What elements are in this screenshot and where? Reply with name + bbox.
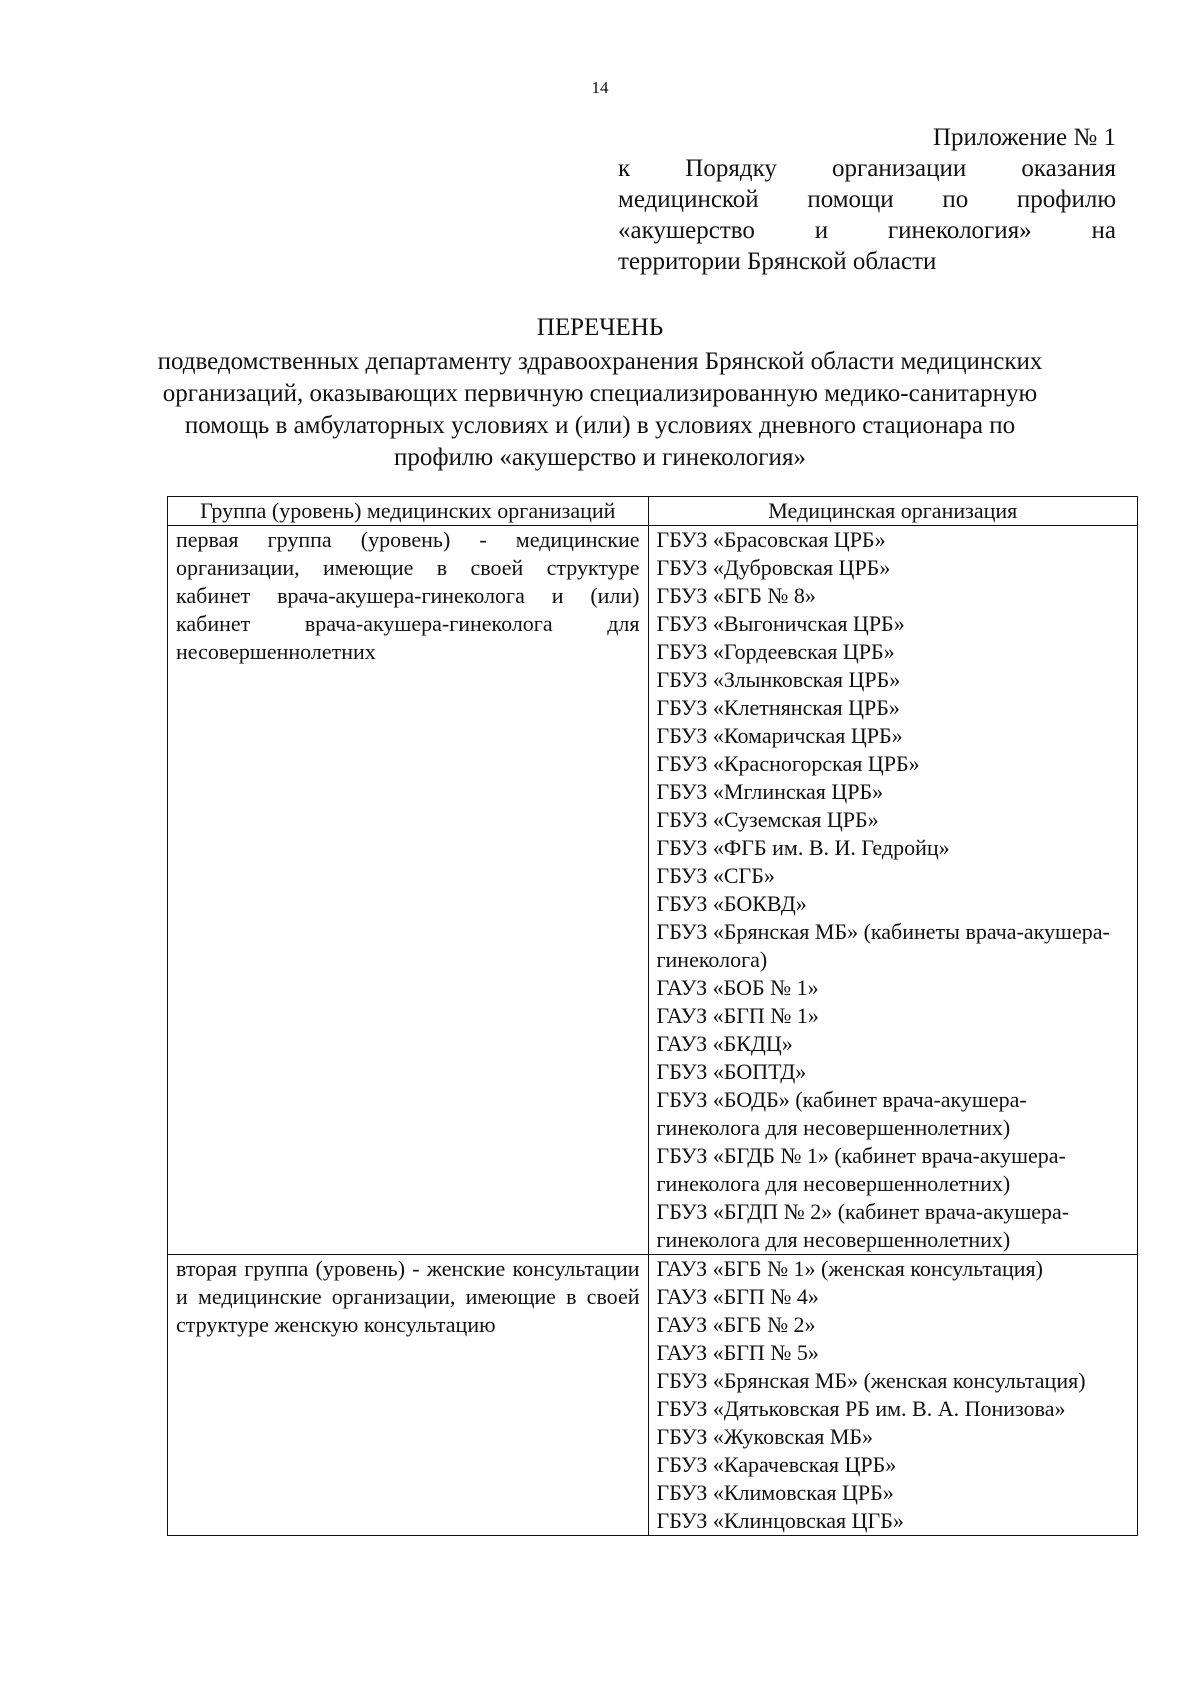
- organization-item: ГАУЗ «БГБ № 1» (женская консультация): [656, 1256, 1044, 1281]
- organization-item: ГБУЗ «БОПТД»: [656, 1059, 807, 1084]
- organization-item: ГБУЗ «Мглинская ЦРБ»: [656, 779, 884, 804]
- document-heading: ПЕРЕЧЕНЬ: [536, 314, 664, 341]
- header-organization: Медицинская организация: [648, 497, 1138, 526]
- organization-item: ГБУЗ «Дятьковская РБ им. В. А. Понизова»: [656, 1396, 1066, 1421]
- organization-item: ГБУЗ «Гордеевская ЦРБ»: [656, 639, 895, 664]
- organization-item: ГБУЗ «Брасовская ЦРБ»: [656, 527, 886, 552]
- organization-item: ГАУЗ «БКДЦ»: [656, 1031, 793, 1056]
- organization-item: ГБУЗ «Выгоничская ЦРБ»: [656, 611, 905, 636]
- organization-item: ГБУЗ «Климовская ЦРБ»: [656, 1480, 894, 1505]
- organization-item: ГБУЗ «Карачевская ЦРБ»: [656, 1452, 897, 1477]
- organization-item: ГБУЗ «Комаричская ЦРБ»: [656, 723, 903, 748]
- appendix-line: «акушерство и гинекология» на: [618, 217, 1116, 244]
- organization-item: ГАУЗ «БОБ № 1»: [656, 975, 819, 1000]
- organization-item: ГБУЗ «ФГБ им. В. И. Гедройц»: [656, 835, 950, 860]
- organization-item: ГБУЗ «Клинцовская ЦГБ»: [656, 1508, 904, 1533]
- organization-item: ГБУЗ «СГБ»: [656, 863, 775, 888]
- organization-item: ГБУЗ «БГДП № 2» (кабинет врача-акушера-гинеколога для несовершеннолетних): [656, 1199, 1070, 1252]
- group-cell: первая группа (уровень) - медицинские организации, имеющие в своей структуре кабинет врача-акушера-гинеколога и (или) кабинет врача-акушера-гинеколога для несовершеннолетних: [168, 526, 649, 1255]
- table-row: [168, 1255, 1138, 1536]
- organization-item: ГБУЗ «Жуковская МБ»: [656, 1424, 874, 1449]
- organization-item: ГБУЗ «БГБ № 8»: [656, 583, 816, 608]
- organization-item: ГАУЗ «БГП № 1»: [656, 1003, 819, 1028]
- organization-item: ГАУЗ «БГП № 4»: [656, 1284, 819, 1309]
- group-cell: вторая группа (уровень) - женские консультации и медицинские организации, имеющие в своей структуре женскую консультацию: [168, 1255, 649, 1536]
- organization-item: ГАУЗ «БГБ № 2»: [656, 1312, 816, 1337]
- table-body: [168, 526, 1138, 1536]
- organization-item: ГБУЗ «Клетнянская ЦРБ»: [656, 695, 900, 720]
- organization-item: ГБУЗ «Дубровская ЦРБ»: [656, 555, 891, 580]
- organization-item: ГБУЗ «Злынковская ЦРБ»: [656, 667, 901, 692]
- organization-item: ГБУЗ «Суземская ЦРБ»: [656, 807, 879, 832]
- organization-item: ГБУЗ «БГДБ № 1» (кабинет врача-акушера-гинеколога для несовершеннолетних): [656, 1143, 1066, 1196]
- organization-item: ГБУЗ «БОДБ» (кабинет врача-акушера-гинеколога для несовершеннолетних): [656, 1087, 1027, 1140]
- table-row: [168, 526, 1138, 1255]
- organization-item: ГБУЗ «Брянская МБ» (кабинеты врача-акушера-гинеколога): [656, 919, 1110, 972]
- page-number: 14: [591, 78, 609, 97]
- organization-item: ГБУЗ «БОКВД»: [656, 891, 807, 916]
- appendix-title: Приложение № 1: [932, 124, 1116, 151]
- organizations-table: [167, 496, 1138, 1536]
- header-group: Группа (уровень) медицинских организаций: [168, 497, 649, 526]
- table-header-row: [168, 497, 1138, 526]
- organizations-cell: [648, 1255, 1138, 1536]
- appendix-block: [618, 122, 1116, 277]
- appendix-line: медицинской помощи по профилю: [618, 186, 1116, 213]
- organization-item: ГБУЗ «Брянская МБ» (женская консультация): [656, 1368, 1086, 1393]
- organization-item: ГАУЗ «БГП № 5»: [656, 1340, 819, 1365]
- appendix-line: территории Брянской области: [618, 248, 937, 275]
- organizations-cell: [648, 526, 1138, 1255]
- appendix-line: к Порядку организации оказания: [618, 155, 1116, 182]
- document-subheading: подведомственных департаменту здравоохранения Брянской области медицинских организаций, оказывающих первичную специализированную медико-санитарную помощь в амбулаторных условиях и (или) в условиях дневного стационара по профилю «акушерство и гинекология»: [157, 348, 1043, 471]
- organization-item: ГБУЗ «Красногорская ЦРБ»: [656, 751, 920, 776]
